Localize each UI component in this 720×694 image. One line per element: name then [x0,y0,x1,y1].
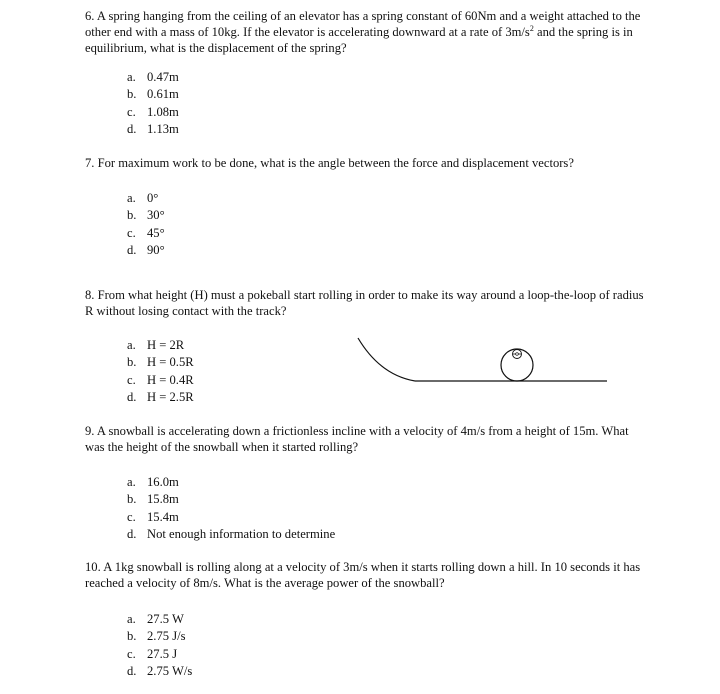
option-value: 2.75 J/s [147,629,186,644]
question-9-number: 9. [85,424,95,438]
option-letter: d. [127,122,137,137]
option-letter: a. [127,337,136,352]
question-7-number: 7. [85,156,95,170]
option-6b[interactable] [127,86,179,104]
option-letter: d. [127,527,137,542]
option-letter: d. [127,664,137,679]
question-6-text-part-2: and the spring is in equilibrium, what is the displacement of the spring? [85,25,633,55]
question-8-body: From what height (H) must a pokeball start rolling in order to make its way around a loop-the-loop of radius R without losing contact with the track? [85,288,644,318]
option-letter: b. [127,492,137,507]
question-6-options [127,68,179,138]
question-9-text [85,423,645,455]
question-8 [85,287,645,319]
option-letter: b. [127,629,137,644]
question-10 [85,559,645,591]
loop-the-loop-diagram [355,335,615,390]
option-10a[interactable] [127,610,192,628]
option-10d[interactable] [127,663,192,681]
option-value: 1.13m [147,122,179,137]
option-letter: b. [127,87,137,102]
option-10b[interactable] [127,628,192,646]
option-value: Not enough information to determine [147,527,336,542]
option-9b[interactable] [127,491,335,509]
option-7a[interactable] [127,189,165,207]
ramp-curve [358,338,415,381]
option-8d[interactable] [127,389,194,407]
question-10-number: 10. [85,560,101,574]
option-letter: b. [127,208,137,223]
question-9-body: A snowball is accelerating down a frictionless incline with a velocity of 4m/s from a height of 15m. What was the height of the snowball when it started rolling? [85,424,629,454]
question-7-text [85,155,645,171]
question-6-superscript: 2 [529,23,534,33]
option-letter: d. [127,243,137,258]
question-8-number: 8. [85,288,95,302]
option-value: 27.5 W [147,611,184,626]
option-letter: a. [127,474,136,489]
option-9a[interactable] [127,473,335,491]
question-9-options [127,473,335,543]
question-7 [85,155,645,171]
question-6 [85,8,645,56]
question-6-text [85,8,645,56]
question-7-options [127,189,165,259]
question-10-options [127,610,192,680]
option-value: H = 0.4R [147,372,194,387]
option-letter: b. [127,355,137,370]
option-9d[interactable] [127,526,335,544]
option-letter: d. [127,390,137,405]
option-9c[interactable] [127,508,335,526]
option-7b[interactable] [127,207,165,225]
question-6-number: 6. [85,9,95,23]
option-value: H = 2R [147,337,185,352]
option-value: 16.0m [147,474,179,489]
question-8-text [85,287,645,319]
option-letter: c. [127,509,136,524]
option-value: 1.08m [147,104,179,119]
option-10c[interactable] [127,645,192,663]
option-letter: a. [127,190,136,205]
question-8-options [127,336,194,406]
option-letter: c. [127,225,136,240]
option-8b[interactable] [127,354,194,372]
option-value: 27.5 J [147,646,178,661]
option-8a[interactable] [127,336,194,354]
option-value: H = 0.5R [147,355,194,370]
option-letter: a. [127,611,136,626]
question-7-body: For maximum work to be done, what is the angle between the force and displacement vectors? [97,156,574,170]
option-7c[interactable] [127,224,165,242]
option-letter: c. [127,372,136,387]
option-value: 15.8m [147,492,179,507]
option-letter: c. [127,646,136,661]
option-7d[interactable] [127,242,165,260]
option-value: 0° [147,190,159,205]
option-value: 45° [147,225,165,240]
option-6a[interactable] [127,68,179,86]
question-10-text [85,559,645,591]
option-6c[interactable] [127,103,179,121]
option-6d[interactable] [127,121,179,139]
question-10-body: A 1kg snowball is rolling along at a velocity of 3m/s when it starts rolling down a hill. In 10 seconds it has reached a velocity of 8m/s. What is the average power of the snowball? [85,560,641,590]
option-value: 90° [147,243,165,258]
option-value: 0.61m [147,87,179,102]
option-value: 0.47m [147,69,179,84]
pokeball-icon [513,350,522,359]
option-value: 15.4m [147,509,179,524]
option-value: H = 2.5R [147,390,194,405]
option-value: 2.75 W/s [147,664,193,679]
option-value: 30° [147,208,165,223]
option-8c[interactable] [127,371,194,389]
question-6-text-part-1: A spring hanging from the ceiling of an elevator has a spring constant of 60Nm and a weight attached to the other end with a mass of 10kg. If the elevator is accelerating downward at a rate of 3m/s [85,9,641,39]
question-9 [85,423,645,455]
option-letter: a. [127,69,136,84]
option-letter: c. [127,104,136,119]
